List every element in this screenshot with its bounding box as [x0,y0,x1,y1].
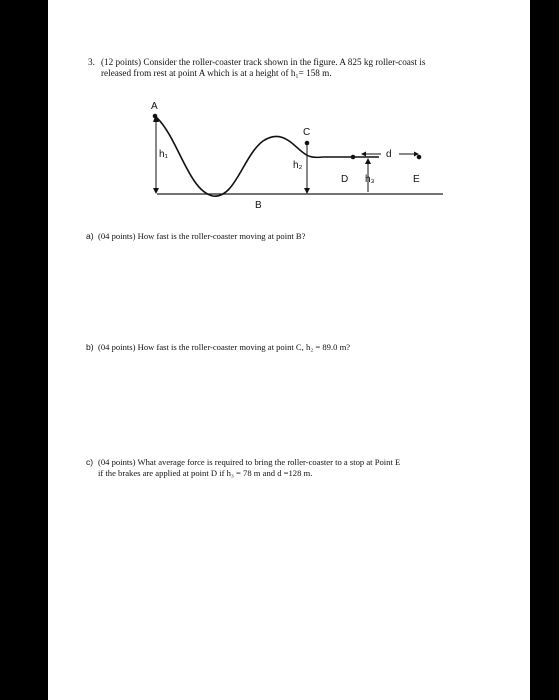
part-c-text-line-2: if the brakes are applied at point D if h₃ = 78 m and d =128 m. [98,467,313,478]
question-part-c [86,457,506,478]
h2-arrow-down [304,188,310,194]
question-part-a [86,231,506,242]
h1-arrow-down [153,188,159,194]
d-label: d [386,149,392,160]
point-e-label: E [413,174,420,185]
point-d-dot [351,155,356,160]
problem-line-1: (12 points) Consider the roller-coaster track shown in the figure. A 825 kg roller-coast is [101,57,426,67]
roller-coaster-diagram [143,96,453,216]
problem-number: 3. [88,57,95,67]
h2-label: h₂ [293,160,303,171]
h3-arrow-up [365,158,371,164]
document-page [48,0,530,700]
d-arrowhead-left [361,152,366,157]
h1-label: h₁ [159,149,168,160]
point-b-label: B [255,200,262,211]
part-b-text: (04 points) How fast is the roller-coaster moving at point C, h₂ = 89.0 m? [98,342,351,352]
part-a-text: (04 points) How fast is the roller-coaster moving at point B? [98,231,306,241]
part-c-label: c) [86,457,94,467]
point-c-dot [305,141,310,146]
point-a-dot [153,114,158,119]
problem-line-2: released from rest at point A which is at a height of h₁= 158 m. [101,68,332,78]
point-c-label: C [303,127,311,138]
part-b-label: b) [86,342,94,352]
part-a-label: a) [86,231,94,241]
point-d-label: D [341,174,349,185]
question-part-b [86,342,506,353]
problem-statement [88,57,508,79]
point-e-dot [417,155,422,160]
part-c-text-line-1: (04 points) What average force is required to bring the roller-coaster to a stop at Point E [98,457,401,467]
point-a-label: A [151,101,158,112]
h3-label: h₃ [365,174,375,185]
